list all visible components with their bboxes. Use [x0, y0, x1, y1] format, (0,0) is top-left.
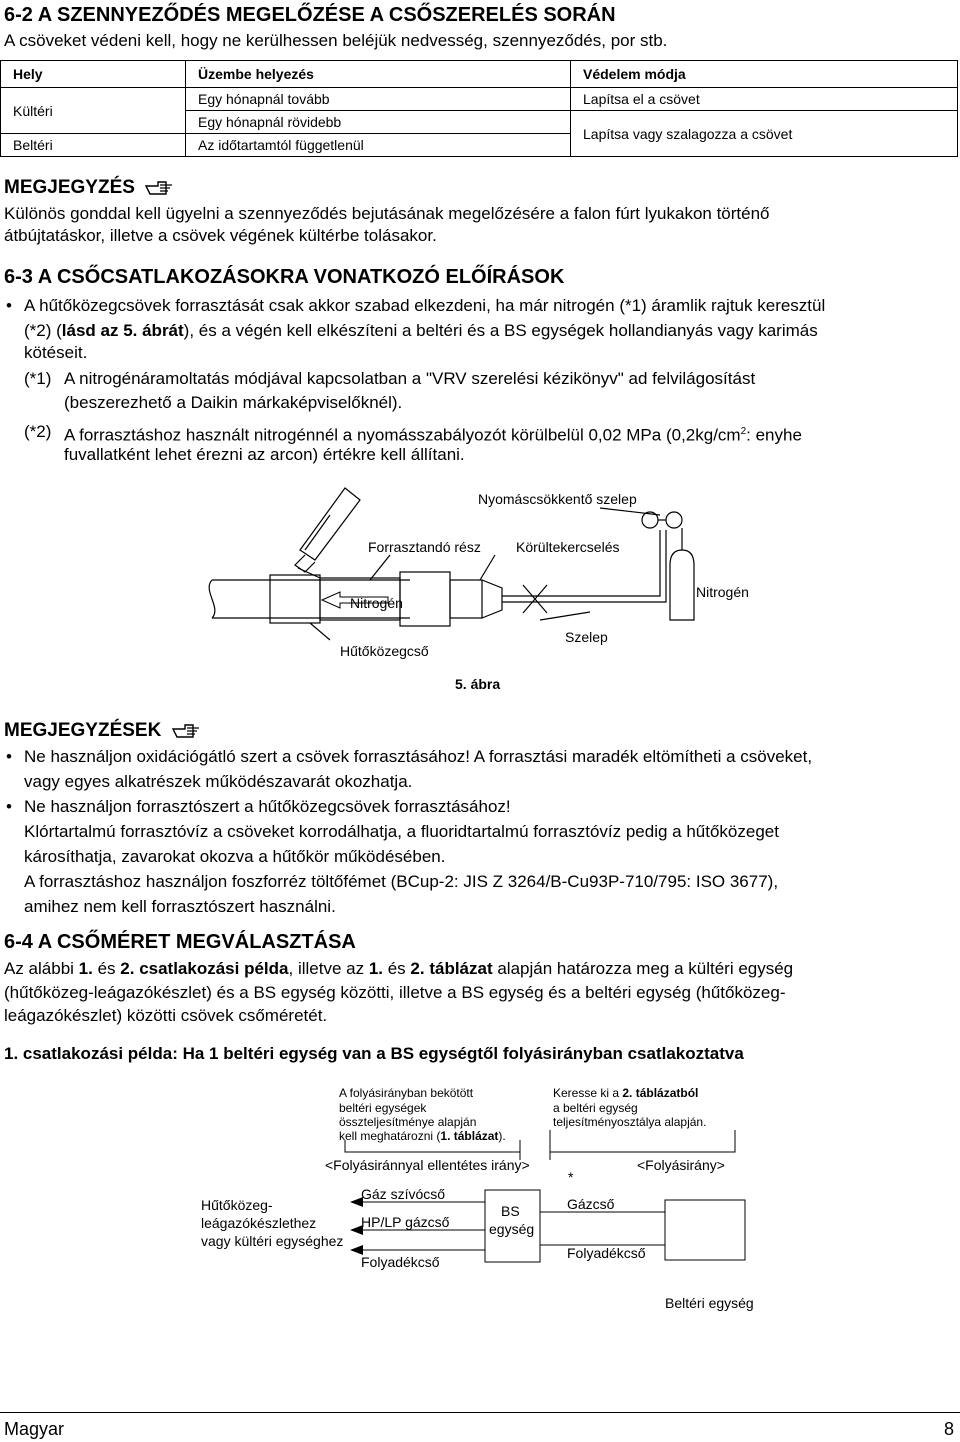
- protection-table: [0, 60, 958, 157]
- liquid-left-label: Folyadékcső: [361, 1254, 440, 1270]
- upstream-label: <Folyásiránnyal ellentétes irány>: [325, 1157, 530, 1173]
- gas-right-label: Gázcső: [567, 1196, 615, 1212]
- section-6-4-title: 6-4 A CSŐMÉRET MEGVÁLASZTÁSA: [4, 931, 356, 953]
- pipe-break: [209, 580, 215, 618]
- notes-heading-text: MEGJEGYZÉSEK: [4, 720, 162, 741]
- note-heading-text: MEGJEGYZÉS: [4, 177, 135, 198]
- hplp-label: HP/LP gázcső: [361, 1214, 450, 1230]
- label-nitrogen-pipe: Nitrogén: [350, 595, 403, 611]
- notes-bullet1-line2: vagy egyes alkatrészek működészavarát okozhatja.: [24, 772, 413, 791]
- table-header-time: Üzembe helyezés: [186, 61, 571, 88]
- figure-5-caption: 5. ábra: [455, 676, 501, 692]
- sec63-bullet-line2: [24, 320, 960, 342]
- sec64-line1: [4, 958, 793, 980]
- note-heading: [4, 177, 174, 199]
- sec64-l1-bold: csatlakozási példa: [139, 959, 289, 978]
- torch-tip: [298, 568, 320, 578]
- cell-time-3: Az időtartamtól függetlenül: [186, 134, 571, 157]
- left-note-line2: beltéri egységek: [339, 1101, 427, 1115]
- label-refrigerant-pipe: Hűtőközegcső: [340, 643, 429, 659]
- notes-heading: [4, 720, 201, 742]
- label-taping: Körültekercselés: [516, 539, 620, 555]
- sec64-l1-bold: 2.: [120, 959, 135, 978]
- sec64-l1-bold: 2.: [410, 959, 425, 978]
- notes-bullet2-line3: károsíthatja, zavarokat okozva a hűtőkör működésében.: [24, 847, 446, 866]
- sec64-line3: leágazókészlet) közötti csövek csőméretét.: [4, 1006, 328, 1025]
- indoor-unit-box: [665, 1200, 745, 1260]
- downstream-label: <Folyásirány>: [637, 1157, 725, 1173]
- footer-rule: [0, 1412, 960, 1413]
- sec63-bullet-line3: kötéseit.: [24, 343, 88, 362]
- torch-handle: [300, 488, 360, 560]
- section-6-3-title: 6-3 A CSŐCSATLAKOZÁSOKRA VONATKOZÓ ELŐÍRÁSOK: [4, 266, 565, 288]
- sec64-l1-part: és: [383, 959, 411, 978]
- star-mark: *: [568, 1169, 574, 1185]
- footer-page-number: 8: [943, 1419, 954, 1439]
- footnote-1-mark: (*1): [24, 369, 52, 388]
- note-hand-icon: [144, 178, 174, 198]
- footnote-2-sup: 2: [740, 426, 747, 437]
- notes-bullet1-line1: • Ne használjon oxidációgátló szert a csövek forrasztásához! A forrasztási maradék eltömítheti a csöveket,: [24, 746, 960, 768]
- sec64-l1-part: alapján határozza meg a kültéri egység: [492, 959, 794, 978]
- sec64-l1-bold: 1.: [78, 959, 93, 978]
- label-reducer: Nyomáscsökkentő szelep: [478, 491, 637, 507]
- brazed-fitting: [270, 575, 320, 623]
- example-1-diagram: [195, 1080, 795, 1320]
- pressure-gauge-right: [666, 512, 682, 528]
- cell-time-2: Egy hónapnál rövidebb: [186, 111, 571, 134]
- kit-label-line3: vagy kültéri egységhez: [201, 1233, 344, 1249]
- sec64-line2: (hűtőközeg-leágazókészlet) és a BS egység közötti, illetve a BS egység és a beltéri egység (hűtőközeg-: [4, 983, 786, 1002]
- sec64-l1-part: , illetve az: [288, 959, 369, 978]
- note1-line2: átbújtatáskor, illetve a csövek végének kültérbe tolásakor.: [4, 226, 437, 245]
- cell-time-1: Egy hónapnál tovább: [186, 88, 571, 111]
- indoor-unit-label: Beltéri egység: [665, 1295, 754, 1311]
- notes-bullet2-line2: Klórtartalmú forrasztóvíz a csöveket korrodálhatja, a fluoridtartalmú forrasztóvíz pedig a hűtőközeget: [24, 822, 779, 841]
- suction-label: Gáz szívócső: [361, 1186, 446, 1202]
- nitrogen-tank: [670, 550, 694, 620]
- reducer-cone: [482, 580, 502, 618]
- sec64-l1-part: Az alábbi: [4, 959, 79, 978]
- right-note-line2: a beltéri egység: [553, 1101, 638, 1115]
- footnote-2-line1: [64, 421, 802, 447]
- note-hand-icon: [171, 721, 201, 741]
- label-valve: Szelep: [565, 629, 608, 645]
- notes-bullet2-line4: A forrasztáshoz használjon foszforréz töltőfémet (BCup-2: JIS Z 3264/B-Cu93P-710/795: ISO 3677),: [24, 872, 779, 891]
- notes-list: [24, 746, 960, 918]
- sec63-b1-l2c: ), és a végén kell elkészíteni a beltéri és a BS egységek hollandianyás vagy karimás: [183, 321, 818, 340]
- footnote-2-text-b: : enyhe: [746, 425, 802, 445]
- cell-prot-2: Lapítsa vagy szalagozza a csövet: [571, 111, 958, 157]
- cell-outdoor: Kültéri: [1, 88, 186, 134]
- sec64-l1-part: és: [92, 959, 121, 978]
- left-note-line4: kell meghatározni (1. táblázat).: [339, 1129, 506, 1143]
- footnote-1-line1: A nitrogénáramoltatás módjával kapcsolatban a "VRV szerelési kézikönyv" ad felvilágosítást: [64, 369, 756, 388]
- kit-label-line1: Hűtőközeg-: [201, 1197, 273, 1213]
- sec63-figure-ref: lásd az 5. ábrát: [61, 321, 184, 340]
- bs-label-line1: BS: [501, 1203, 520, 1219]
- figure-5-brazing-diagram: [190, 480, 770, 700]
- cell-prot-1: Lapítsa el a csövet: [571, 88, 958, 111]
- sec63-b1-l2a: (*2) (: [24, 321, 62, 340]
- table-header-protection: Védelem módja: [571, 61, 958, 88]
- left-note-line1: A folyásirányban bekötött: [339, 1086, 474, 1100]
- footnote-2-text: A forrasztáshoz használt nitrogénnél a nyomásszabályozót körülbelül 0,02 MPa (0,2kg/cm: [64, 425, 741, 445]
- sec63-bullet: [24, 295, 960, 364]
- liquid-right-label: Folyadékcső: [567, 1245, 646, 1261]
- sec63-bullet-line1: • A hűtőközegcsövek forrasztását csak akkor szabad elkezdeni, ha már nitrogén (*1) áramlik rajtuk keresztül: [24, 295, 960, 317]
- footnote-2-line2: fuvallatként lehet érezni az arcon) értékre kell állítani.: [64, 445, 465, 464]
- notes-bullet2-line5: amihez nem kell forrasztószert használni.: [24, 897, 336, 916]
- left-note-line3: összteljesítménye alapján: [339, 1115, 477, 1129]
- example-1-title: 1. csatlakozási példa: Ha 1 beltéri egység van a BS egységtől folyásirányban csatlakoztatva: [4, 1044, 744, 1063]
- right-note-bracket: [550, 1130, 735, 1152]
- footnote-2-mark: (*2): [24, 422, 52, 441]
- note1-line1: Különös gonddal kell ügyelni a szennyeződés bejutásának megelőzésére a falon fúrt lyukakon történő: [4, 204, 770, 223]
- sec64-l1-bold: 1.: [368, 959, 383, 978]
- label-brazed: Forrasztandó rész: [368, 539, 481, 555]
- nitrogen-hose: [502, 596, 570, 602]
- sec64-l1-bold: táblázat: [429, 959, 493, 978]
- table-header-place: Hely: [1, 61, 186, 88]
- footer-language: Magyar: [4, 1419, 65, 1439]
- right-note-line1: Keresse ki a 2. táblázatból: [553, 1086, 699, 1100]
- bs-label-line2: egység: [489, 1221, 535, 1237]
- right-note-line3: teljesítményosztálya alapján.: [553, 1115, 707, 1129]
- section-6-2-title: 6-2 A SZENNYEZŐDÉS MEGELŐZÉSE A CSŐSZERELÉS SORÁN: [4, 4, 616, 26]
- valve-symbol: [523, 585, 547, 613]
- kit-label-line2: leágazókészlethez: [201, 1215, 317, 1231]
- section-6-2-intro: A csöveket védeni kell, hogy ne kerülhessen beléjük nedvesség, szennyeződés, por stb.: [4, 31, 668, 50]
- cell-indoor: Beltéri: [1, 134, 186, 157]
- notes-bullet2-line1: • Ne használjon forrasztószert a hűtőközegcsövek forrasztásához!: [24, 796, 960, 818]
- label-nitrogen-tank: Nitrogén: [696, 584, 749, 600]
- footnote-1-line2: (beszerezhető a Daikin márkaképviselőknél).: [64, 393, 403, 412]
